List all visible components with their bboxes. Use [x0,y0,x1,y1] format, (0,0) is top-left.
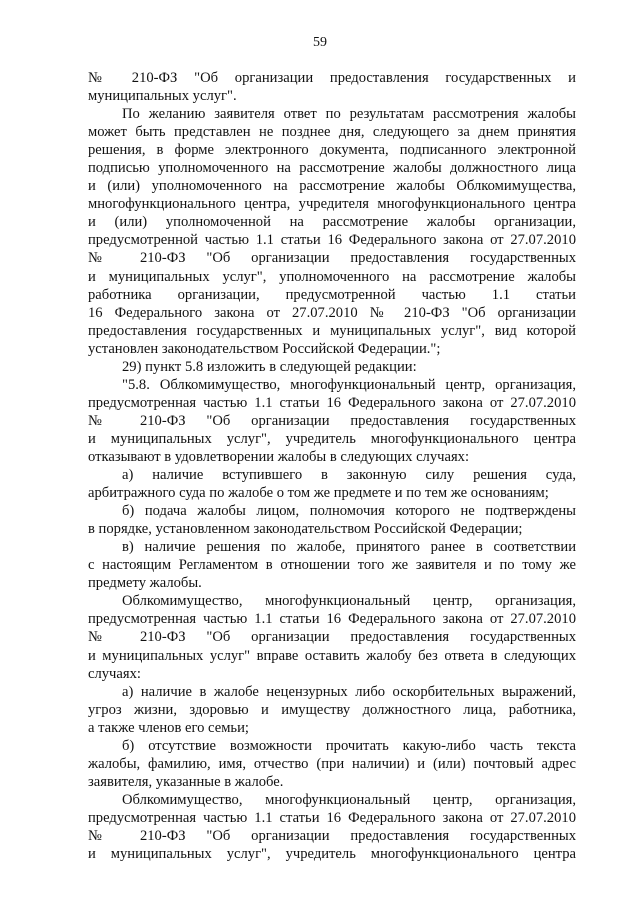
paragraph [88,69,576,105]
text-line: № 210-ФЗ "Об организации предоставления государственных и [88,70,576,86]
text-line: угроз жизни, здоровью и имуществу должностного лица, работника, [88,701,576,718]
paragraph [88,502,576,538]
paragraph [88,592,576,682]
text-line: "5.8. Облкомимущество, многофункциональный центр, организация, [122,376,576,393]
text-line: б) подача жалобы лицом, полномочия которого не подтверждены [122,503,576,520]
paragraph [88,538,576,592]
paragraph [88,683,576,737]
text-line: Облкомимущество, многофункциональный центр, организация, [122,593,576,610]
text-line: в порядке, установленном законодательством Российской Федерации; [88,521,523,538]
text-line: 16 Федерального закона от 27.07.2010 № 210-ФЗ "Об организации [88,304,576,321]
text-line: № 210-ФЗ "Об организации предоставления государственных [88,250,576,267]
text-line: предусмотренная частью 1.1 статьи 16 Федерального закона от 27.07.2010 [88,611,576,628]
text-line: предусмотренной частью 1.1 статьи 16 Федерального закона от 27.07.2010 [88,232,576,249]
text-line: предоставления государственных и муниципальных услуг", вид которой [88,322,576,339]
paragraph [88,376,576,466]
text-line: а) наличие вступившего в законную силу решения суда, [122,467,576,484]
text-line: и муниципальных услуг" вправе оставить жалобу без ответа в следующих [88,647,576,664]
paragraph [88,791,576,863]
text-line: а также членов его семьи; [88,719,249,736]
text-line: заявителя, указанные в жалобе. [88,773,284,790]
text-line: предусмотренная частью 1.1 статьи 16 Федерального закона от 27.07.2010 [88,809,576,826]
text-line: в) наличие решения по жалобе, принятого ранее в соответствии [122,539,576,556]
text-line: работника организации, предусмотренной частью 1.1 статьи [88,286,576,303]
text-line: По желанию заявителя ответ по результатам рассмотрения жалобы [122,106,576,123]
text-line: а) наличие в жалобе нецензурных либо оскорбительных выражений, [122,683,576,700]
text-line: и муниципальных услуг", уполномоченного на рассмотрение жалобы [88,268,576,285]
text-line: установлен законодательством Российской Федерации."; [88,340,441,357]
text-line: может быть представлен не позднее дня, следующего за днем принятия [88,124,576,141]
text-line: и (или) уполномоченной на рассмотрение жалобы организации, [88,214,576,231]
text-line: с настоящим Регламентом в отношении того же заявителя и по тому же [88,557,576,574]
paragraph [88,466,576,502]
text-line: отказывают в удовлетворении жалобы в следующих случаях: [88,448,470,465]
text-line: предмету жалобы. [88,575,202,592]
text-line: случаях: [88,665,141,682]
page-number: 59 [313,35,327,50]
text-line: жалобы, фамилию, имя, отчество (при наличии) и (или) почтовый адрес [88,755,576,772]
text-line: № 210-ФЗ "Об организации предоставления государственных [88,827,576,844]
text-line: № 210-ФЗ "Об организации предоставления государственных [88,629,576,646]
paragraph [88,105,576,358]
text-line: арбитражного суда по жалобе о том же предмете и по тем же основаниям; [88,485,549,502]
text-line: решения, в форме электронного документа, подписанного электронной [88,142,576,159]
text-line: б) отсутствие возможности прочитать какую-либо часть текста [122,737,576,754]
text-line: подписью уполномоченного на рассмотрение жалобы должностного лица [88,160,576,177]
text-line: и муниципальных услуг", учредитель многофункционального центра [88,430,576,447]
text-line: и (или) уполномоченного на рассмотрение жалобы Облкомимущества, [88,178,576,195]
paragraph [88,358,576,376]
text-line: муниципальных услуг". [88,88,237,105]
text-line: многофункционального центра, учредителя многофункционального центра [88,196,576,213]
paragraph [88,737,576,791]
text-line: и муниципальных услуг", учредитель многофункционального центра [88,846,576,863]
document-body [88,69,576,863]
text-line: 29) пункт 5.8 изложить в следующей редакции: [122,358,417,375]
text-line: предусмотренная частью 1.1 статьи 16 Федерального закона от 27.07.2010 [88,394,576,411]
text-line: № 210-ФЗ "Об организации предоставления государственных [88,412,576,429]
text-line: Облкомимущество, многофункциональный центр, организация, [122,791,576,808]
